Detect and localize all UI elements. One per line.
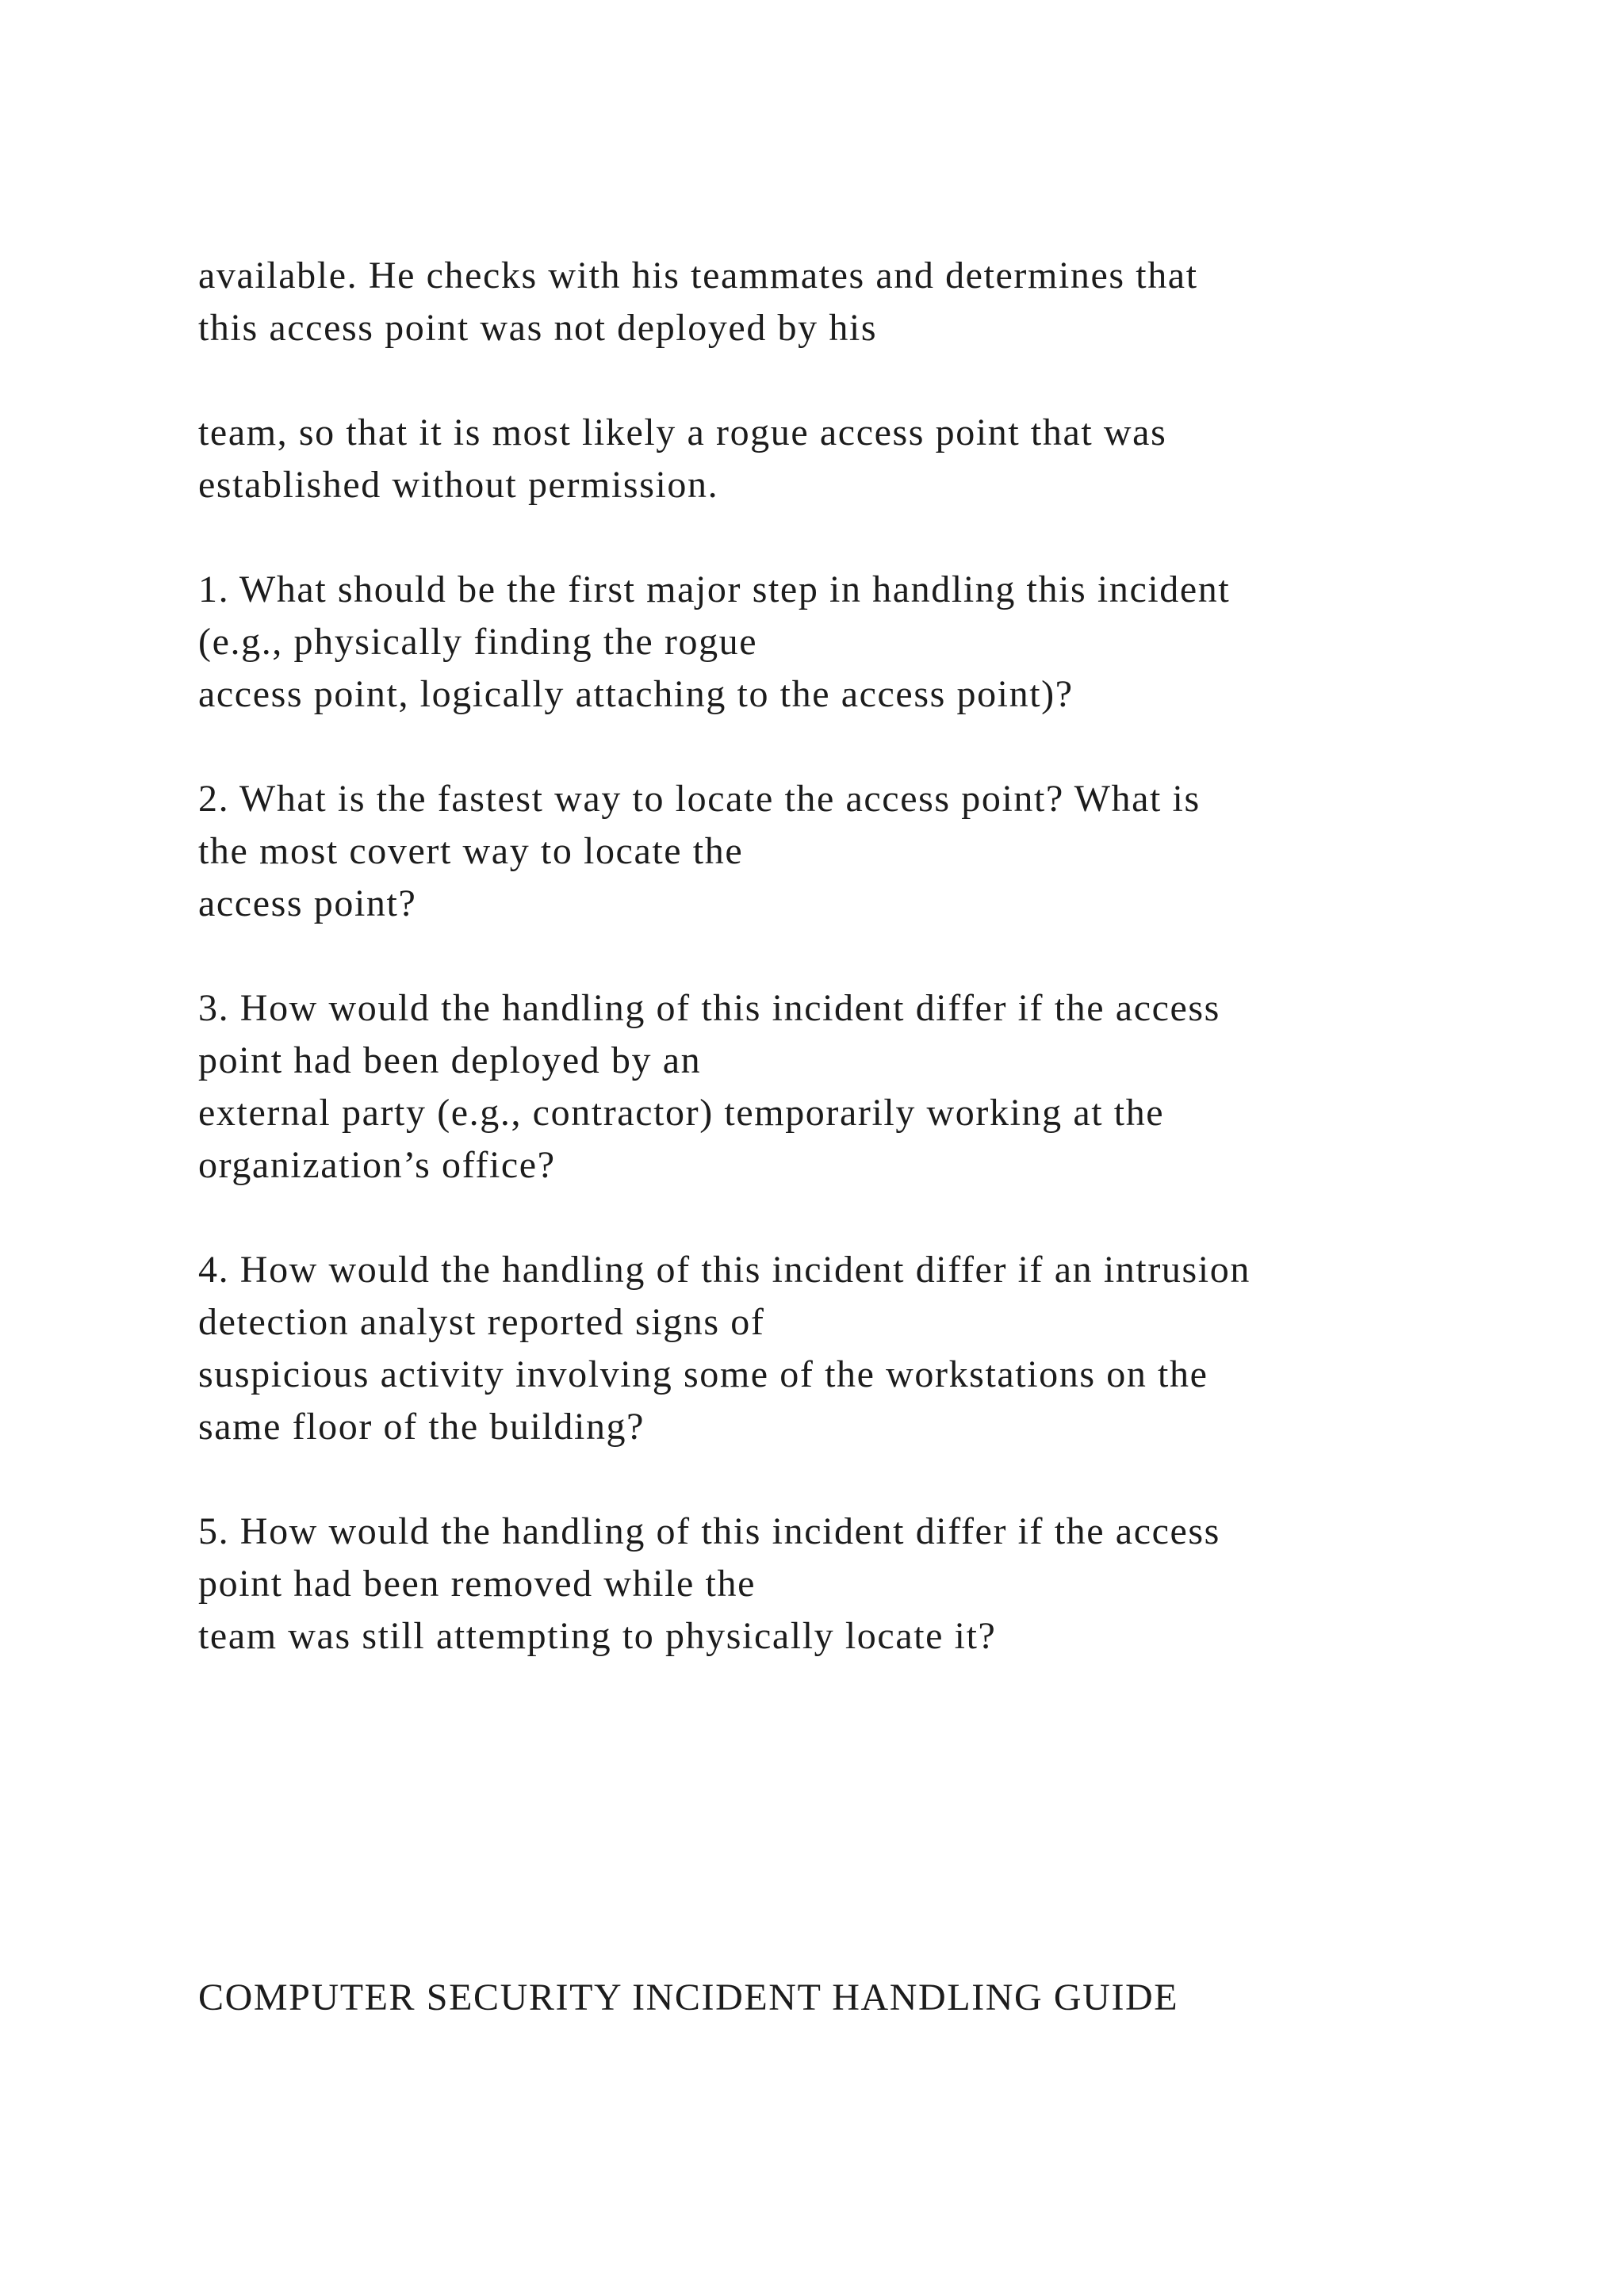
question-4-line-2: detection analyst reported signs of <box>198 1301 765 1343</box>
paragraph-2-line-2: established without permission. <box>198 464 719 506</box>
question-2-line-1: 2. What is the fastest way to locate the access point? What is <box>198 778 1201 820</box>
paragraph-2-line-1: team, so that it is most likely a rogue access point that was <box>198 411 1167 453</box>
question-5-line-1: 5. How would the handling of this incident differ if the access <box>198 1510 1220 1552</box>
question-1-line-1: 1. What should be the first major step in handling this incident <box>198 568 1231 610</box>
paragraph-1-line-2: this access point was not deployed by his <box>198 307 878 349</box>
question-3-line-2: point had been deployed by an <box>198 1039 702 1081</box>
question-3-line-3: external party (e.g., contractor) temporarily working at the <box>198 1092 1165 1134</box>
question-4-line-3: suspicious activity involving some of the workstations on the <box>198 1353 1208 1395</box>
question-2-line-3: access point? <box>198 882 417 924</box>
question-3-line-1: 3. How would the handling of this incident differ if the access <box>198 987 1220 1029</box>
paragraph-1-line-1: available. He checks with his teammates and determines that <box>198 254 1198 297</box>
question-5-line-3: team was still attempting to physically locate it? <box>198 1615 997 1657</box>
question-1-line-2: (e.g., physically finding the rogue <box>198 621 758 663</box>
question-5-line-2: point had been removed while the <box>198 1563 756 1605</box>
question-2-line-2: the most covert way to locate the <box>198 830 744 872</box>
question-4-line-1: 4. How would the handling of this incident differ if an intrusion <box>198 1249 1251 1291</box>
question-3-line-4: organization’s office? <box>198 1144 556 1186</box>
question-1-line-3: access point, logically attaching to the access point)? <box>198 673 1074 715</box>
section-heading: COMPUTER SECURITY INCIDENT HANDLING GUIDE <box>198 1976 1179 2019</box>
question-4-line-4: same floor of the building? <box>198 1406 645 1448</box>
